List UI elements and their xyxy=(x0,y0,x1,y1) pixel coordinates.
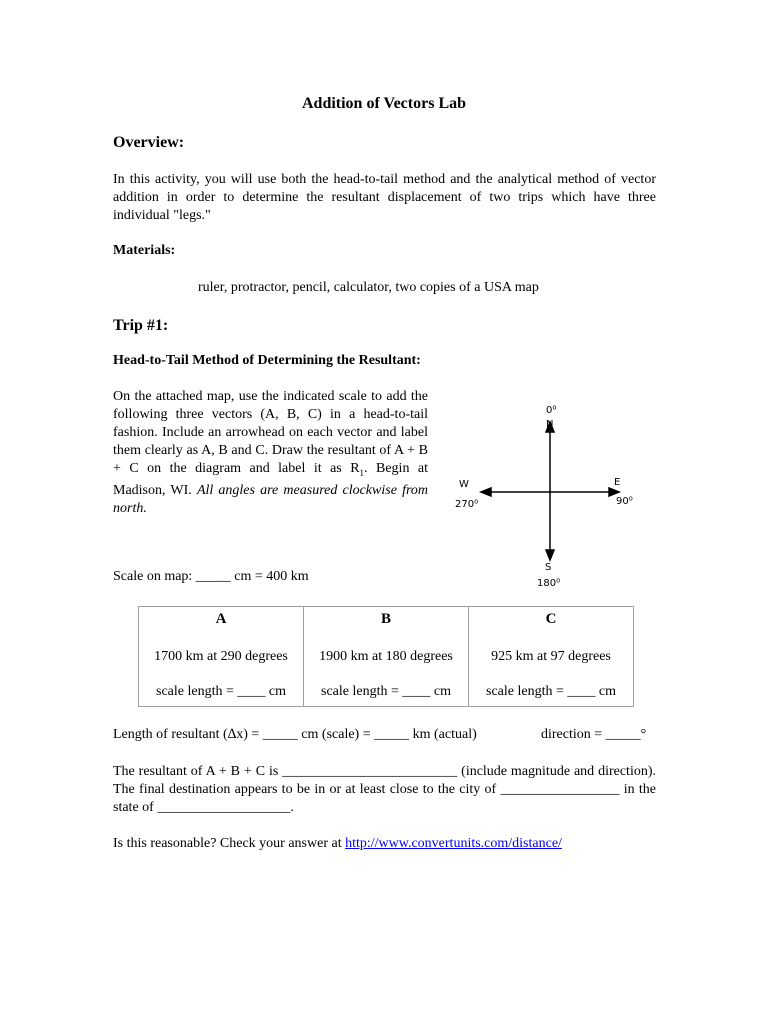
instructions-subscript: 1 xyxy=(359,467,365,478)
instructions xyxy=(113,388,428,518)
compass-south-deg: 180⁰ xyxy=(537,578,561,589)
overview-heading: Overview: xyxy=(113,134,185,151)
compass-west: W xyxy=(459,479,469,490)
compass-east: E xyxy=(614,477,621,488)
instructions-main: On the attached map, use the indicated scale to add the following three vectors (A, B, C) in a head-to-tail fashion. Include an arrowhead on each vector and label them clearly as A, B and C. Draw the resultant of A + B + C on the diagram and label it as R xyxy=(113,389,428,476)
overview-text: In this activity, you will use both the head-to-tail method and the analytical method of vector addition in order to determine the resultant displacement of two trips which have three individual "legs." xyxy=(113,172,656,223)
trip-subheading: Head-to-Tail Method of Determining the Resultant: xyxy=(113,353,421,368)
page-title: Addition of Vectors Lab xyxy=(301,95,467,112)
south-arrowhead-icon xyxy=(546,550,554,560)
compass-west-deg: 270⁰ xyxy=(455,499,479,510)
vector-b-desc: 1900 km at 180 degrees xyxy=(319,649,453,664)
trip-heading: Trip #1: xyxy=(113,317,169,334)
compass-north: N xyxy=(546,419,554,430)
east-arrowhead-icon xyxy=(609,488,619,496)
vector-cell-a xyxy=(139,607,304,707)
materials-text: ruler, protractor, pencil, calculator, two copies of a USA map xyxy=(198,280,539,295)
compass-north-deg: 0⁰ xyxy=(546,405,557,416)
resultant-direction-line: direction = _____° xyxy=(541,727,647,742)
check-text: Is this reasonable? Check your answer at xyxy=(113,836,346,851)
vector-b-label: B xyxy=(380,611,391,627)
check-link[interactable]: http://www.convertunits.com/distance/ xyxy=(345,836,562,851)
vector-c-label: C xyxy=(545,611,557,627)
scale-line: Scale on map: _____ cm = 400 km xyxy=(113,569,309,584)
vector-table xyxy=(138,606,634,707)
compass-south: S xyxy=(545,562,552,573)
vector-cell-c xyxy=(469,607,634,707)
vector-cell-b xyxy=(304,607,469,707)
instructions-italic: All angles are measured clockwise from north. xyxy=(113,482,428,516)
vector-a-scale: scale length = ____ cm xyxy=(156,684,286,699)
west-arrowhead-icon xyxy=(481,488,491,496)
check-line xyxy=(113,835,562,853)
instructions-tail: . Begin at Madison, WI. xyxy=(113,461,429,498)
vector-a-desc: 1700 km at 290 degrees xyxy=(154,649,288,664)
compass-diagram xyxy=(440,396,680,596)
vector-b-scale: scale length = ____ cm xyxy=(321,684,451,699)
vector-c-desc: 925 km at 97 degrees xyxy=(491,649,611,664)
vector-c-scale: scale length = ____ cm xyxy=(486,684,616,699)
materials-heading: Materials: xyxy=(113,243,176,258)
compass-east-deg: 90⁰ xyxy=(616,496,633,507)
vector-a-label: A xyxy=(215,611,227,627)
resultant-length-line: Length of resultant (∆x) = _____ cm (scale) = _____ km (actual) xyxy=(113,727,477,742)
resultant-statement: The resultant of A + B + C is _________________________ (include magnitude and direction). The final destination appears to be in or at least close to the city of _________________ in the state of ___________________. xyxy=(113,764,656,815)
